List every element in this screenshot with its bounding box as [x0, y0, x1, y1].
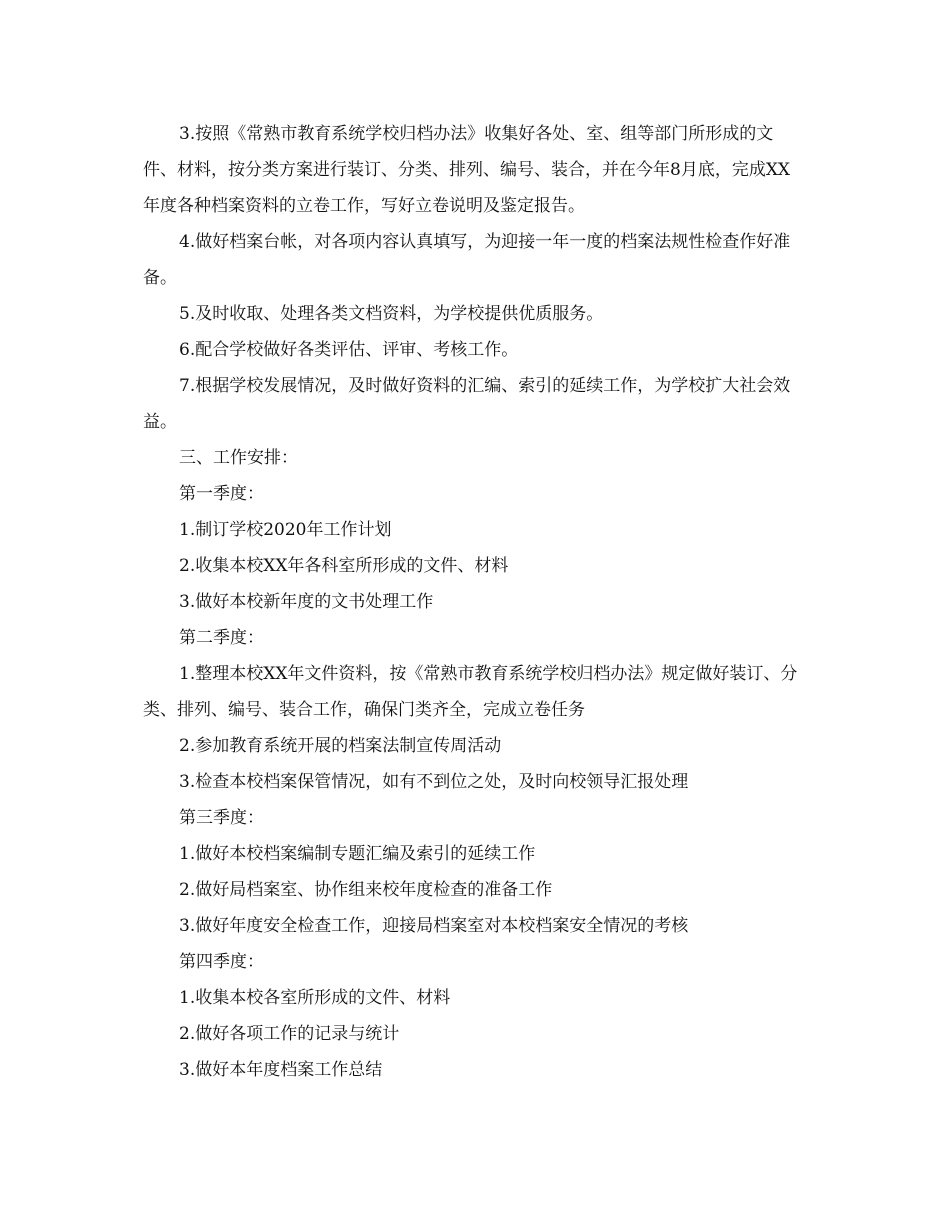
quarter-heading-q3: 第三季度：: [179, 808, 264, 828]
list-item-q3-3: 3.做好年度安全检查工作，迎接局档案室对本校档案安全情况的考核: [179, 916, 689, 936]
list-item-q1-1: 1.制订学校2020年工作计划: [179, 520, 392, 540]
list-item-q4-1: 1.收集本校各室所形成的文件、材料: [179, 988, 451, 1008]
list-item-q2-1: 1.整理本校XX年文件资料，按《常熟市教育系统学校归档办法》规定做好装订、分类、排列、编号、装合工作，确保门类齐全，完成立卷任务: [143, 664, 798, 720]
section-heading-work-arrangement: 三、工作安排：: [179, 448, 298, 468]
list-item-q3-2: 2.做好局档案室、协作组来校年度检查的准备工作: [179, 880, 553, 900]
paragraph-archiving-method: 3.按照《常熟市教育系统学校归档办法》收集好各处、室、组等部门所形成的文件、材料，按分类方案进行装订、分类、排列、编号、装合，并在今年8月底，完成XX年度各种档案资料的立卷工作，写好立卷说明及鉴定报告。: [143, 124, 791, 216]
list-item-q2-2: 2.参加教育系统开展的档案法制宣传周活动: [179, 736, 502, 756]
list-item-q2-3: 3.检查本校档案保管情况，如有不到位之处，及时向校领导汇报处理: [179, 772, 689, 792]
list-item-q3-1: 1.做好本校档案编制专题汇编及索引的延续工作: [179, 844, 536, 864]
list-item-q4-3: 3.做好本年度档案工作总结: [179, 1060, 383, 1080]
document-body: [143, 116, 807, 1088]
quarter-heading-q1: 第一季度：: [179, 484, 264, 504]
list-item-q4-2: 2.做好各项工作的记录与统计: [179, 1024, 400, 1044]
paragraph-compilation-index: 7.根据学校发展情况，及时做好资料的汇编、索引的延续工作，为学校扩大社会效益。: [143, 376, 791, 432]
quarter-heading-q2: 第二季度：: [179, 628, 264, 648]
list-item-q1-3: 3.做好本校新年度的文书处理工作: [179, 592, 434, 612]
quarter-heading-q4: 第四季度：: [179, 952, 264, 972]
paragraph-archive-ledger: 4.做好档案台帐，对各项内容认真填写，为迎接一年一度的档案法规性检查作好准备。: [143, 232, 791, 288]
paragraph-evaluation-support: 6.配合学校做好各类评估、评审、考核工作。: [179, 340, 519, 360]
list-item-q1-2: 2.收集本校XX年各科室所形成的文件、材料: [179, 556, 509, 576]
paragraph-document-handling: 5.及时收取、处理各类文档资料，为学校提供优质服务。: [179, 304, 604, 324]
